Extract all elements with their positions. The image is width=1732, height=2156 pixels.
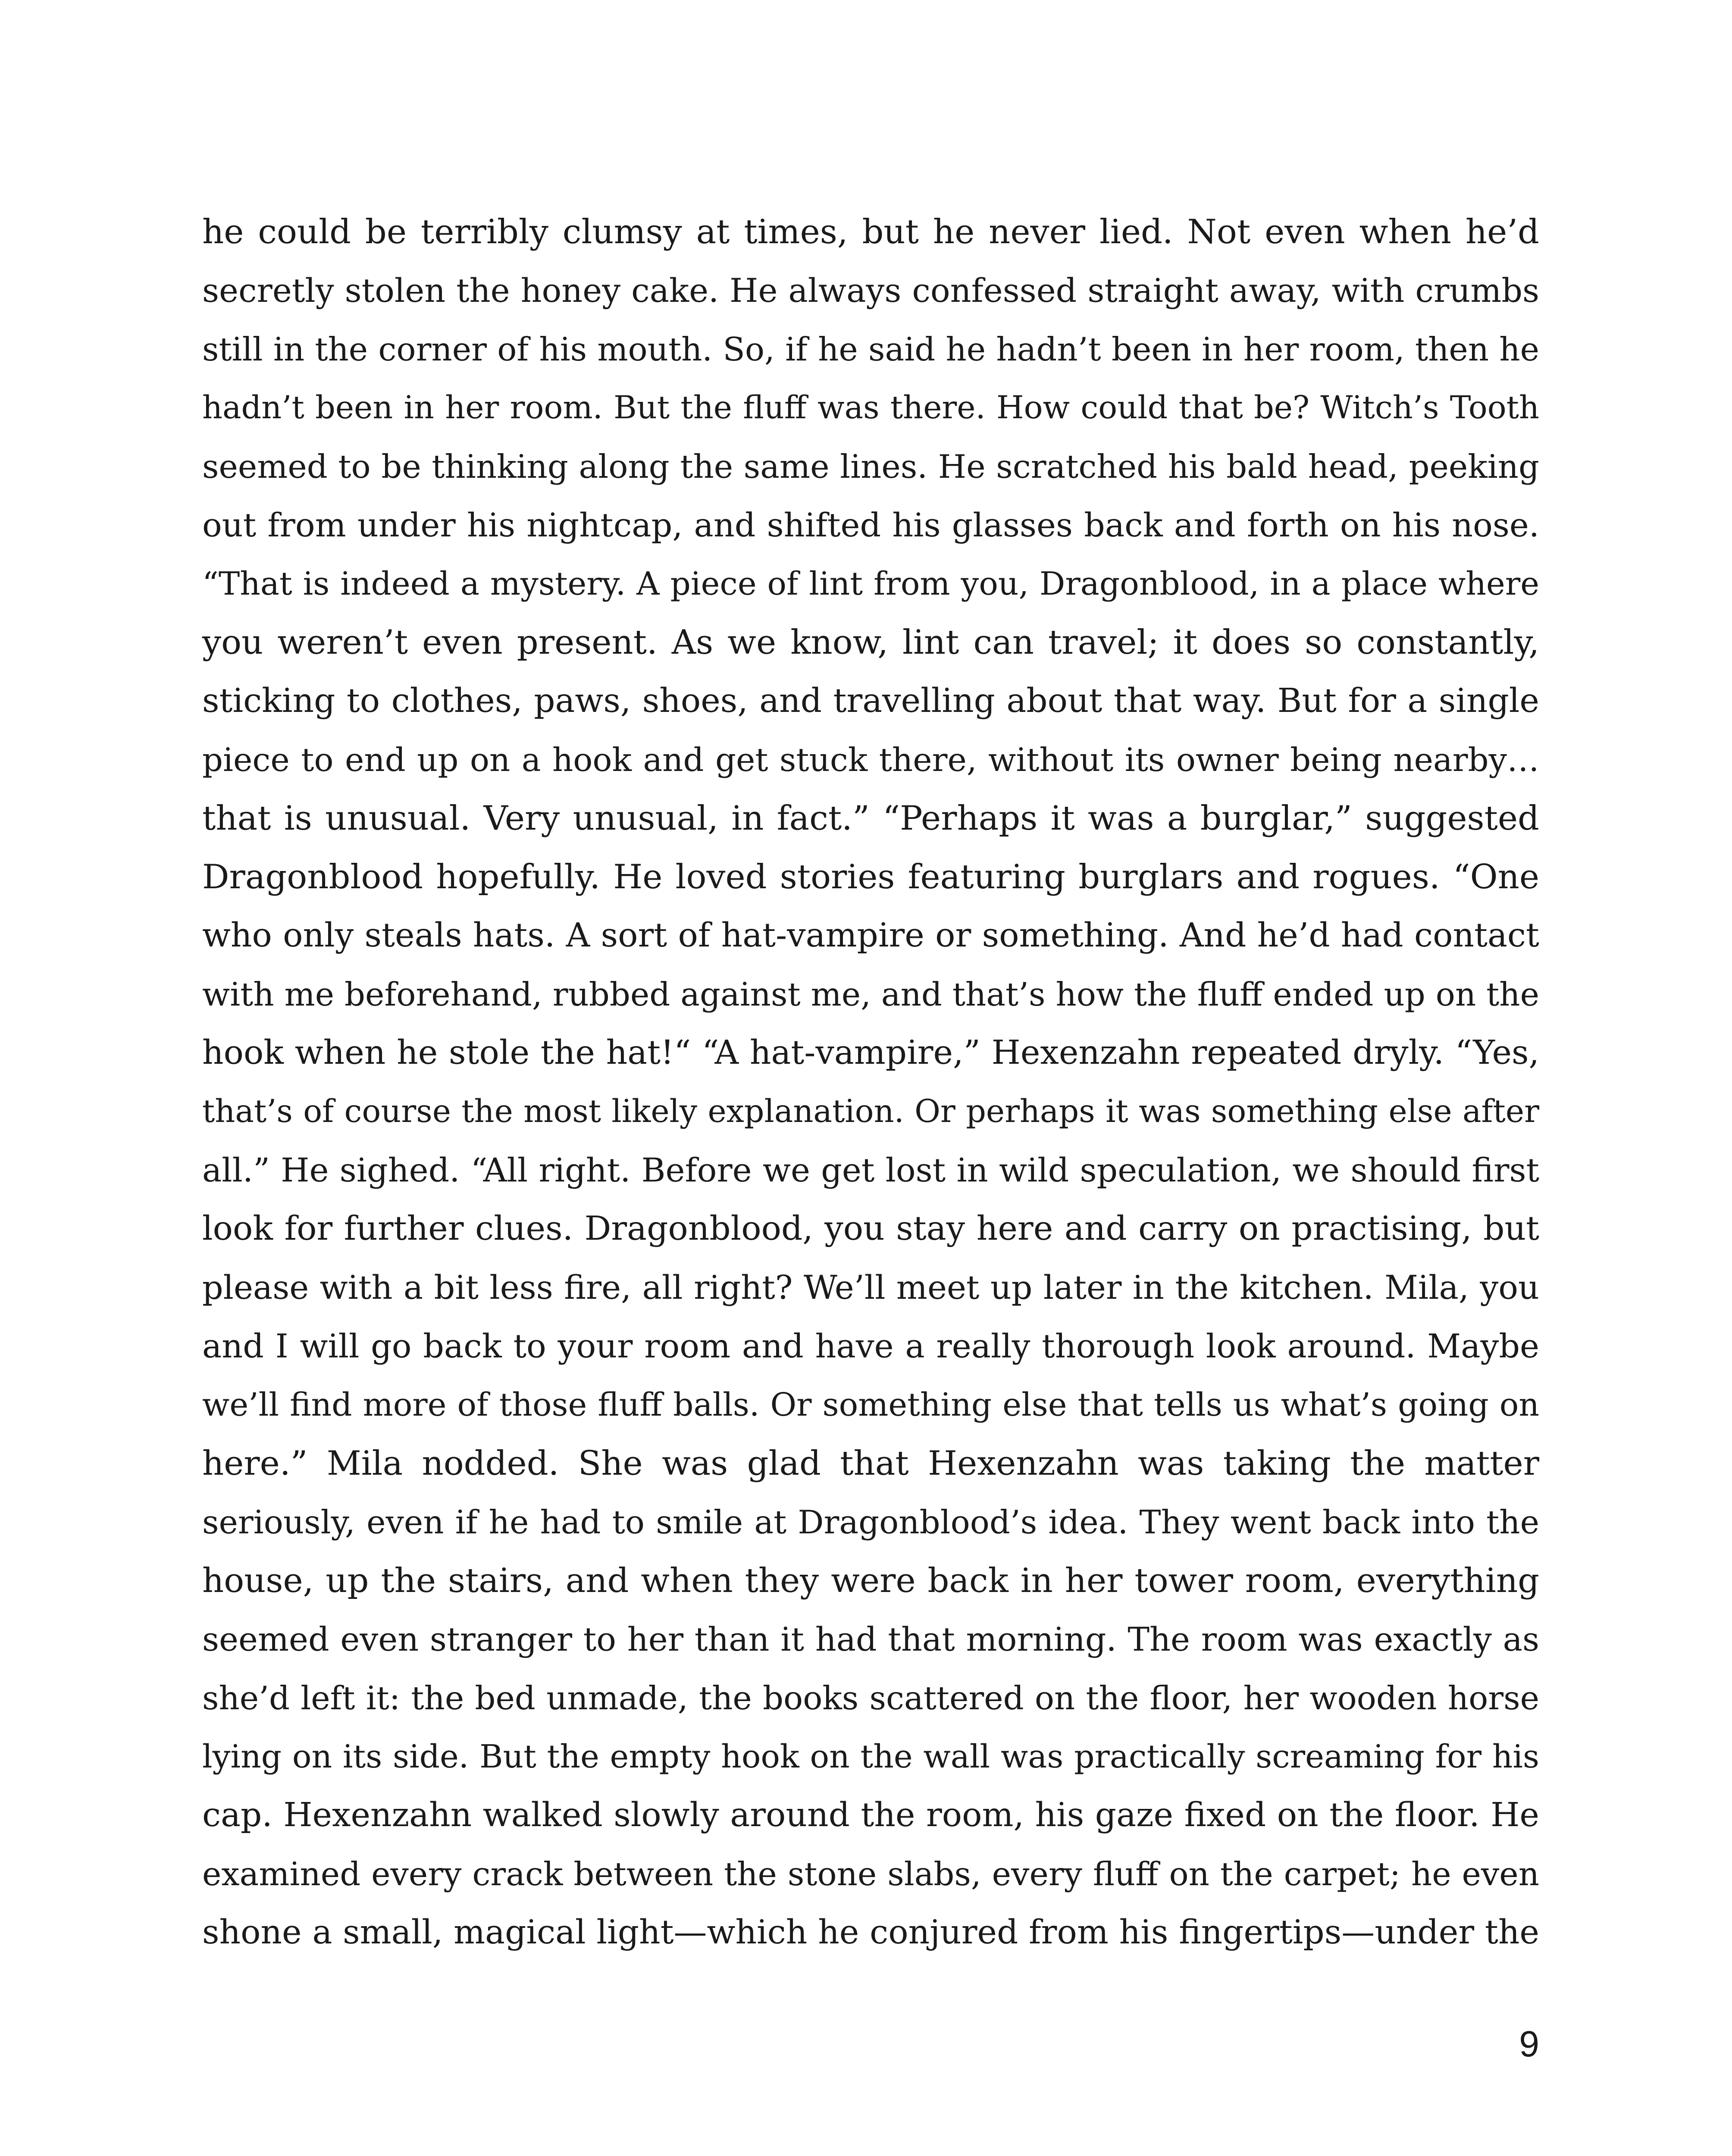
- text-line: piece to end up on a hook and get stuck there, without its owner being nearby…: [202, 741, 1539, 779]
- text-line: all.” He sighed. “All right. Before we get lost in wild speculation, we should first: [202, 1151, 1539, 1189]
- text-line: that is unusual. Very unusual, in fact.” “Perhaps it was a burglar,” suggested: [202, 799, 1539, 838]
- text-line: he could be terribly clumsy at times, but he never lied. Not even when he’d: [202, 213, 1539, 251]
- text-line: lying on its side. But the empty hook on the wall was practically screaming for his: [202, 1738, 1539, 1775]
- text-line: examined every crack between the stone slabs, every fluff on the carpet; he even: [202, 1855, 1539, 1893]
- text-line: house, up the stairs, and when they were back in her tower room, everything: [202, 1561, 1539, 1600]
- text-line: secretly stolen the honey cake. He always confessed straight away, with crumbs: [202, 271, 1539, 310]
- body-text: [202, 203, 1539, 1962]
- text-line: please with a bit less fire, all right? We’ll meet up later in the kitchen. Mila, you: [202, 1268, 1539, 1307]
- page-number: 9: [1519, 2024, 1539, 2064]
- text-line: that’s of course the most likely explanation. Or perhaps it was something else after: [202, 1093, 1539, 1130]
- text-line: “That is indeed a mystery. A piece of lint from you, Dragonblood, in a place where: [202, 565, 1539, 602]
- text-line: seriously, even if he had to smile at Dragonblood’s idea. They went back into the: [202, 1503, 1539, 1541]
- text-line: look for further clues. Dragonblood, you stay here and carry on practising, but: [202, 1210, 1539, 1248]
- text-line: cap. Hexenzahn walked slowly around the room, his gaze fixed on the floor. He: [202, 1796, 1539, 1834]
- text-line: and I will go back to your room and have a really thorough look around. Maybe: [202, 1327, 1539, 1365]
- text-line: here.” Mila nodded. She was glad that Hexenzahn was taking the matter: [202, 1444, 1539, 1483]
- text-line: with me beforehand, rubbed against me, and that’s how the fluff ended up on the: [202, 975, 1539, 1013]
- text-line: hadn’t been in her room. But the fluff was there. How could that be? Witch’s Tooth: [202, 389, 1539, 426]
- text-line: out from under his nightcap, and shifted his glasses back and forth on his nose.: [202, 506, 1539, 544]
- text-line: Dragonblood hopefully. He loved stories featuring burglars and rogues. “One: [202, 858, 1539, 896]
- text-line: shone a small, magical light—which he conjured from his fingertips—under the: [202, 1913, 1539, 1952]
- text-line: you weren’t even present. As we know, lint can travel; it does so constantly,: [202, 623, 1539, 662]
- text-line: seemed even stranger to her than it had that morning. The room was exactly as: [202, 1620, 1539, 1658]
- text-line: we’ll find more of those fluff balls. Or something else that tells us what’s going on: [202, 1386, 1539, 1423]
- text-line: she’d left it: the bed unmade, the books scattered on the floor, her wooden horse: [202, 1679, 1539, 1717]
- text-line: sticking to clothes, paws, shoes, and travelling about that way. But for a single: [202, 682, 1539, 720]
- text-line: still in the corner of his mouth. So, if he said he hadn’t been in her room, then he: [202, 330, 1539, 368]
- text-line: who only steals hats. A sort of hat-vampire or something. And he’d had contact: [202, 916, 1539, 955]
- text-line: hook when he stole the hat!“ “A hat-vampire,” Hexenzahn repeated dryly. “Yes,: [202, 1034, 1539, 1072]
- text-line: seemed to be thinking along the same lines. He scratched his bald head, peeking: [202, 448, 1539, 486]
